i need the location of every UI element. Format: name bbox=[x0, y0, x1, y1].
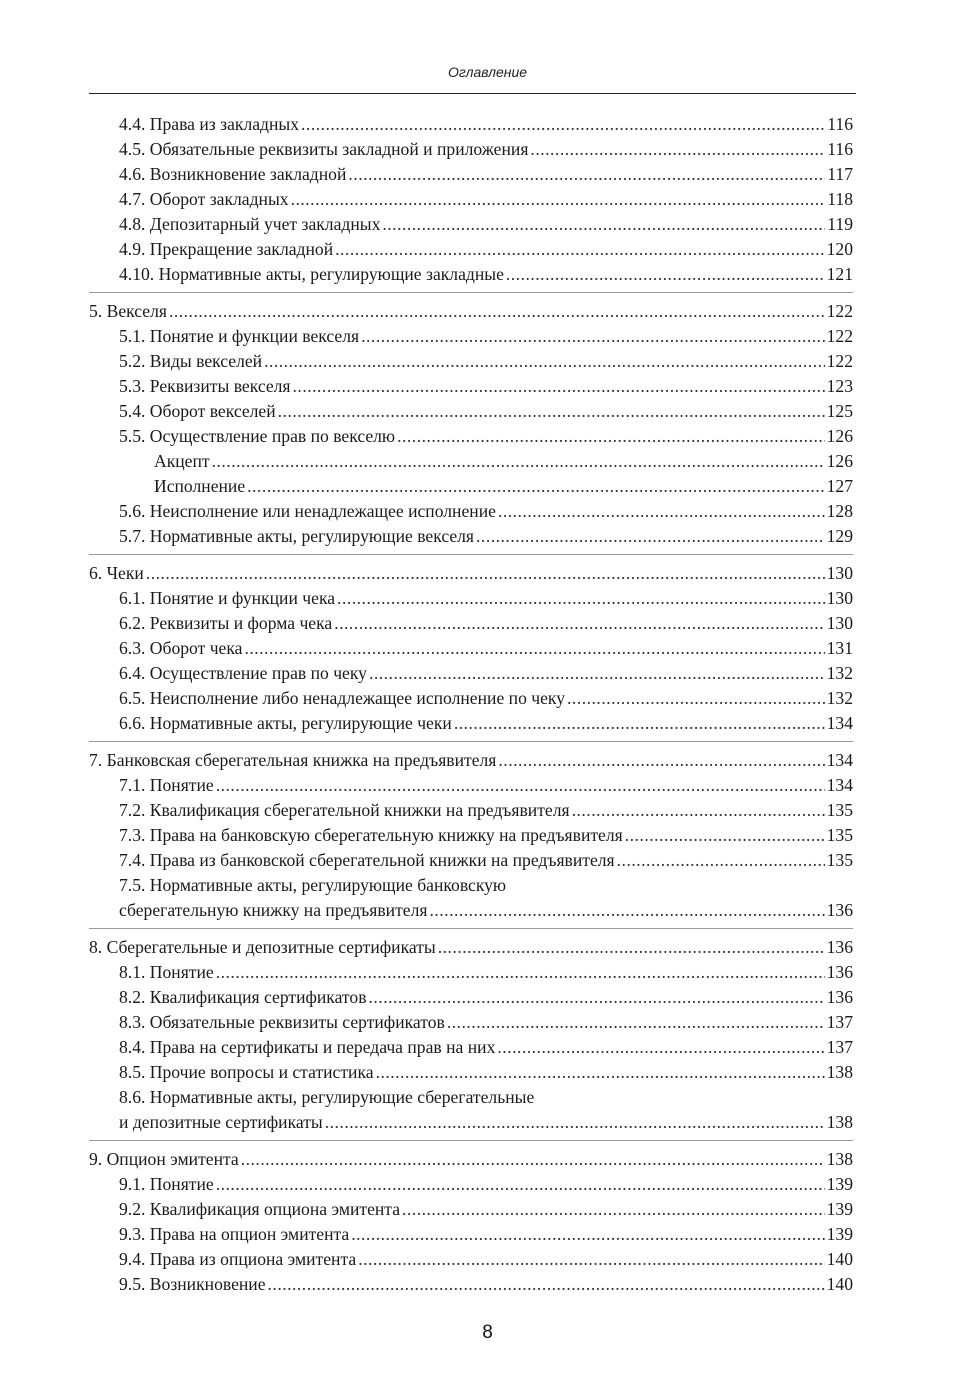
toc-entry-page: 130 bbox=[826, 563, 853, 583]
toc-entry-page: 131 bbox=[826, 638, 853, 658]
toc-entry-title: 9.5. Возникновение bbox=[119, 1274, 266, 1294]
toc-entry[interactable] bbox=[89, 1222, 853, 1247]
toc-entry-title: 6.6. Нормативные акты, регулирующие чеки bbox=[119, 713, 452, 733]
toc-entry[interactable] bbox=[89, 873, 853, 898]
toc-entry-title: 8.2. Квалификация сертификатов bbox=[119, 987, 367, 1007]
dot-leader bbox=[216, 1172, 825, 1197]
toc-entry[interactable] bbox=[89, 773, 853, 798]
toc-entry-title: 4.7. Оборот закладных bbox=[119, 189, 289, 209]
toc-entry-continuation[interactable] bbox=[89, 898, 853, 923]
toc-entry[interactable] bbox=[89, 1010, 853, 1035]
dot-leader bbox=[301, 112, 825, 137]
dot-leader bbox=[376, 1060, 825, 1085]
dot-leader bbox=[397, 424, 825, 449]
dot-leader bbox=[348, 162, 825, 187]
toc-entry[interactable] bbox=[89, 262, 853, 287]
toc-entry-page: 136 bbox=[826, 962, 853, 982]
dot-leader bbox=[358, 1247, 824, 1272]
dot-leader bbox=[268, 1272, 825, 1297]
toc-section bbox=[89, 1147, 853, 1302]
toc-entry-title: 8.3. Обязательные реквизиты сертификатов bbox=[119, 1012, 445, 1032]
toc-entry-title: 6.4. Осуществление прав по чеку bbox=[119, 663, 367, 683]
toc-entry-page: 138 bbox=[826, 1062, 853, 1082]
toc-chapter[interactable] bbox=[89, 561, 853, 586]
toc-entry[interactable] bbox=[89, 611, 853, 636]
dot-leader bbox=[438, 935, 825, 960]
toc-entry[interactable] bbox=[89, 686, 853, 711]
dot-leader bbox=[169, 299, 825, 324]
toc-entry-page: 127 bbox=[826, 476, 853, 496]
toc-entry-title: 5.4. Оборот векселей bbox=[119, 401, 276, 421]
toc-entry-page: 126 bbox=[826, 451, 853, 471]
dot-leader bbox=[402, 1197, 825, 1222]
toc-entry-page: 118 bbox=[827, 189, 853, 209]
toc-entry[interactable] bbox=[89, 212, 853, 237]
toc-entry-title: 5.6. Неисполнение или ненадлежащее исполнение bbox=[119, 501, 496, 521]
toc-section bbox=[89, 935, 853, 1141]
dot-leader bbox=[498, 748, 824, 773]
toc-entry-page: 139 bbox=[826, 1199, 853, 1219]
toc-entry-page: 137 bbox=[826, 1012, 853, 1032]
toc-entry[interactable] bbox=[89, 449, 853, 474]
toc-entry[interactable] bbox=[89, 586, 853, 611]
toc-entry-page: 129 bbox=[826, 526, 853, 546]
page-number: 8 bbox=[482, 1322, 493, 1343]
toc-entry-page: 137 bbox=[826, 1037, 853, 1057]
dot-leader bbox=[351, 1222, 824, 1247]
toc-entry-continuation[interactable] bbox=[89, 1110, 853, 1135]
running-head: Оглавление bbox=[447, 64, 528, 80]
toc-entry-page: 128 bbox=[826, 501, 853, 521]
toc-entry-title: 4.5. Обязательные реквизиты закладной и приложения bbox=[119, 139, 529, 159]
toc-entry-title: 5.2. Виды векселей bbox=[119, 351, 263, 371]
toc-entry-page: 116 bbox=[827, 114, 853, 134]
dot-leader bbox=[337, 586, 825, 611]
toc-entry-page: 135 bbox=[826, 825, 853, 845]
toc-entry[interactable] bbox=[89, 237, 853, 262]
dot-leader bbox=[454, 711, 825, 736]
dot-leader bbox=[293, 374, 825, 399]
toc-entry-page: 136 bbox=[826, 900, 853, 920]
dot-leader bbox=[212, 449, 825, 474]
toc-entry[interactable] bbox=[89, 1085, 853, 1110]
toc-entry[interactable] bbox=[89, 798, 853, 823]
dot-leader bbox=[325, 1110, 825, 1135]
toc-entry-title: 4.4. Права из закладных bbox=[119, 114, 300, 134]
toc-entry[interactable] bbox=[89, 424, 853, 449]
toc-entry-title: 8. Сберегательные и депозитные сертификаты bbox=[89, 937, 436, 957]
toc-chapter[interactable] bbox=[89, 1147, 853, 1172]
toc-entry-title: 8.5. Прочие вопросы и статистика bbox=[119, 1062, 374, 1082]
toc-entry-title: 7.1. Понятие bbox=[119, 775, 214, 795]
toc-entry-title: 4.8. Депозитарный учет закладных bbox=[119, 214, 381, 234]
toc-entry[interactable] bbox=[89, 137, 853, 162]
dot-leader bbox=[247, 474, 824, 499]
dot-leader bbox=[572, 798, 825, 823]
toc-entry[interactable] bbox=[89, 374, 853, 399]
toc-entry-title: 7.2. Квалификация сберегательной книжки на предъявителя bbox=[119, 800, 570, 820]
toc-entry-title: 9.2. Квалификация опциона эмитента bbox=[119, 1199, 401, 1219]
toc-entry[interactable] bbox=[89, 112, 853, 137]
toc-entry[interactable] bbox=[89, 324, 853, 349]
dot-leader bbox=[617, 848, 825, 873]
toc-entry[interactable] bbox=[89, 1172, 853, 1197]
toc-entry[interactable] bbox=[89, 524, 853, 549]
toc-chapter[interactable] bbox=[89, 299, 853, 324]
toc-entry[interactable] bbox=[89, 636, 853, 661]
dot-leader bbox=[361, 324, 824, 349]
toc-entry[interactable] bbox=[89, 985, 853, 1010]
dot-leader bbox=[291, 187, 826, 212]
dot-leader bbox=[335, 237, 824, 262]
dot-leader bbox=[447, 1010, 825, 1035]
toc-entry-title: 5.7. Нормативные акты, регулирующие векселя bbox=[119, 526, 475, 546]
toc-section bbox=[89, 748, 853, 929]
toc-entry-title: 6.5. Неисполнение либо ненадлежащее исполнение по чеку bbox=[119, 688, 566, 708]
toc-entry-page: 134 bbox=[826, 775, 853, 795]
toc-entry[interactable] bbox=[89, 474, 853, 499]
toc-entry-title-continuation: и депозитные сертификаты bbox=[119, 1112, 323, 1132]
toc-entry[interactable] bbox=[89, 711, 853, 736]
header-rule bbox=[89, 93, 856, 94]
toc-entry[interactable] bbox=[89, 399, 853, 424]
dot-leader bbox=[146, 561, 825, 586]
dot-leader bbox=[278, 399, 825, 424]
toc-entry-title: 4.10. Нормативные акты, регулирующие закладные bbox=[119, 264, 504, 284]
toc-entry-page: 138 bbox=[826, 1112, 853, 1132]
toc-entry[interactable] bbox=[89, 349, 853, 374]
toc-entry-title: 6. Чеки bbox=[89, 563, 144, 583]
toc-section bbox=[89, 112, 853, 293]
toc-entry-page: 121 bbox=[826, 264, 853, 284]
toc-entry-title: 8.6. Нормативные акты, регулирующие сберегательные bbox=[119, 1087, 535, 1107]
toc-entry-page: 135 bbox=[826, 850, 853, 870]
toc-entry-title: 7. Банковская сберегательная книжка на предъявителя bbox=[89, 750, 497, 770]
toc-entry[interactable] bbox=[89, 848, 853, 873]
toc-entry[interactable] bbox=[89, 661, 853, 686]
toc-entry-page: 134 bbox=[826, 750, 853, 770]
toc-entry-page: 140 bbox=[826, 1274, 853, 1294]
toc-entry-title: 9. Опцион эмитента bbox=[89, 1149, 239, 1169]
toc-entry-page: 125 bbox=[826, 401, 853, 421]
dot-leader bbox=[216, 960, 825, 985]
dot-leader bbox=[497, 1035, 824, 1060]
dot-leader bbox=[530, 137, 825, 162]
toc-entry-title: 4.6. Возникновение закладной bbox=[119, 164, 347, 184]
toc-entry-title-continuation: сберегательную книжку на предъявителя bbox=[119, 900, 428, 920]
toc-entry-page: 126 bbox=[826, 426, 853, 446]
toc-entry[interactable] bbox=[89, 187, 853, 212]
toc-entry[interactable] bbox=[89, 1035, 853, 1060]
dot-leader bbox=[264, 349, 825, 374]
toc-entry-page: 139 bbox=[826, 1174, 853, 1194]
toc-chapter[interactable] bbox=[89, 748, 853, 773]
dot-leader bbox=[476, 524, 825, 549]
toc-entry-page: 120 bbox=[826, 239, 853, 259]
toc-entry[interactable] bbox=[89, 1060, 853, 1085]
dot-leader bbox=[498, 499, 825, 524]
dot-leader bbox=[216, 773, 825, 798]
toc-entry-page: 122 bbox=[826, 326, 853, 346]
dot-leader bbox=[369, 661, 825, 686]
dot-leader bbox=[382, 212, 825, 237]
toc-entry-title: 6.2. Реквизиты и форма чека bbox=[119, 613, 333, 633]
toc-entry-title: Исполнение bbox=[154, 476, 246, 496]
toc-entry-page: 122 bbox=[826, 301, 853, 321]
toc-entry-page: 132 bbox=[826, 663, 853, 683]
toc-entry-title: 7.3. Права на банковскую сберегательную книжку на предъявителя bbox=[119, 825, 623, 845]
toc-entry-title: 8.4. Права на сертификаты и передача прав на них bbox=[119, 1037, 496, 1057]
toc-entry-title: 6.1. Понятие и функции чека bbox=[119, 588, 336, 608]
toc-entry-title: 5.5. Осуществление прав по векселю bbox=[119, 426, 396, 446]
dot-leader bbox=[625, 823, 825, 848]
toc-entry-title: 5.1. Понятие и функции векселя bbox=[119, 326, 360, 346]
toc-entry[interactable] bbox=[89, 1197, 853, 1222]
dot-leader bbox=[244, 636, 824, 661]
toc-entry[interactable] bbox=[89, 1272, 853, 1297]
toc-section bbox=[89, 299, 853, 555]
toc-entry-page: 136 bbox=[826, 987, 853, 1007]
toc-entry-title: 9.1. Понятие bbox=[119, 1174, 214, 1194]
toc-entry-title: 7.4. Права из банковской сберегательной книжки на предъявителя bbox=[119, 850, 615, 870]
toc-entry-page: 138 bbox=[826, 1149, 853, 1169]
toc-entry-page: 130 bbox=[826, 613, 853, 633]
dot-leader bbox=[567, 686, 825, 711]
toc-entry-page: 123 bbox=[826, 376, 853, 396]
toc-entry[interactable] bbox=[89, 162, 853, 187]
toc-entry-title: 8.1. Понятие bbox=[119, 962, 214, 982]
table-of-contents bbox=[89, 112, 853, 1308]
toc-entry-title: 9.4. Права из опциона эмитента bbox=[119, 1249, 357, 1269]
toc-entry-page: 140 bbox=[826, 1249, 853, 1269]
dot-leader bbox=[241, 1147, 825, 1172]
dot-leader bbox=[506, 262, 825, 287]
toc-entry-title: 9.3. Права на опцион эмитента bbox=[119, 1224, 350, 1244]
dot-leader bbox=[429, 898, 824, 923]
toc-entry-page: 117 bbox=[827, 164, 853, 184]
toc-entry-title: 5. Векселя bbox=[89, 301, 167, 321]
toc-entry-page: 134 bbox=[826, 713, 853, 733]
toc-section bbox=[89, 561, 853, 742]
toc-entry-page: 132 bbox=[826, 688, 853, 708]
toc-entry[interactable] bbox=[89, 960, 853, 985]
toc-entry-title: 6.3. Оборот чека bbox=[119, 638, 243, 658]
toc-entry-page: 136 bbox=[826, 937, 853, 957]
toc-entry-page: 119 bbox=[827, 214, 853, 234]
toc-entry[interactable] bbox=[89, 823, 853, 848]
toc-entry-page: 135 bbox=[826, 800, 853, 820]
toc-entry[interactable] bbox=[89, 1247, 853, 1272]
toc-entry-title: Акцепт bbox=[154, 451, 210, 471]
toc-entry-title: 5.3. Реквизиты векселя bbox=[119, 376, 291, 396]
toc-entry-title: 4.9. Прекращение закладной bbox=[119, 239, 334, 259]
dot-leader bbox=[334, 611, 824, 636]
dot-leader bbox=[369, 985, 825, 1010]
toc-entry-page: 139 bbox=[826, 1224, 853, 1244]
toc-entry-title: 7.5. Нормативные акты, регулирующие банковскую bbox=[119, 875, 507, 895]
toc-entry-page: 130 bbox=[826, 588, 853, 608]
toc-entry-page: 116 bbox=[827, 139, 853, 159]
toc-entry-page: 122 bbox=[826, 351, 853, 371]
toc-chapter[interactable] bbox=[89, 935, 853, 960]
toc-entry[interactable] bbox=[89, 499, 853, 524]
